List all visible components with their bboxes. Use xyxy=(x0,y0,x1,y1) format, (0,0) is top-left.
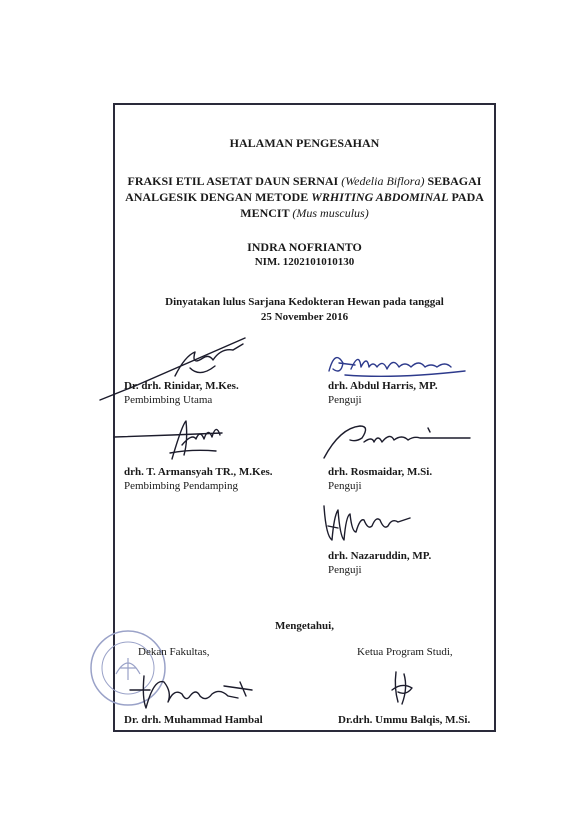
graduation-date: 25 November 2016 xyxy=(260,311,349,323)
thesis-title-text: FRAKSI ETIL ASETAT DAUN SERNAI xyxy=(127,174,342,188)
thesis-title-line-1 xyxy=(113,174,496,189)
signature-rosmaidar xyxy=(320,418,480,468)
method-name: WRHITING ABDOMINAL xyxy=(311,190,449,204)
signatory-name: drh. Abdul Harris, MP. xyxy=(328,380,438,392)
thesis-title-line-3 xyxy=(113,206,496,221)
signatory-name: drh. Rosmaidar, M.Si. xyxy=(328,466,433,478)
approval-heading: Mengetahui, xyxy=(275,620,334,632)
signatory-role: Penguji xyxy=(328,564,362,576)
signatory-name: drh. Nazaruddin, MP. xyxy=(328,550,432,562)
signatory-name: Dr. drh. Rinidar, M.Kes. xyxy=(124,380,239,392)
signature-abdul-harris xyxy=(325,345,475,385)
graduation-statement: Dinyatakan lulus Sarjana Kedokteran Hewan pada tanggal xyxy=(165,296,444,308)
signatory-role: Penguji xyxy=(328,480,362,492)
signature-nazaruddin xyxy=(318,496,418,546)
thesis-title-text: MENCIT xyxy=(240,206,293,220)
page-title: HALAMAN PENGESAHAN xyxy=(229,136,380,150)
dean-title: Dekan Fakultas, xyxy=(138,646,210,658)
dean-name: Dr. drh. Muhammad Hambal xyxy=(124,714,263,726)
signatory-name: drh. T. Armansyah TR., M.Kes. xyxy=(124,466,273,478)
scientific-name: (Mus musculus) xyxy=(292,206,369,220)
thesis-title-line-2 xyxy=(113,190,496,205)
signatory-role: Pembimbing Pendamping xyxy=(124,480,238,492)
author-name: INDRA NOFRIANTO xyxy=(247,240,362,254)
head-of-program-title: Ketua Program Studi, xyxy=(357,646,453,658)
thesis-title-text: SEBAGAI xyxy=(424,174,482,188)
thesis-title-text: PADA xyxy=(448,190,484,204)
signature-dean xyxy=(128,668,258,713)
signatory-role: Penguji xyxy=(328,394,362,406)
signature-armansyah xyxy=(112,415,232,465)
scientific-name: (Wedelia Biflora) xyxy=(341,174,425,188)
head-of-program-name: Dr.drh. Ummu Balqis, M.Si. xyxy=(338,714,471,726)
thesis-title-text: ANALGESIK DENGAN METODE xyxy=(125,190,312,204)
signatory-role: Pembimbing Utama xyxy=(124,394,213,406)
signature-head-of-program xyxy=(388,668,418,708)
author-nim: NIM. 1202101010130 xyxy=(254,256,355,268)
